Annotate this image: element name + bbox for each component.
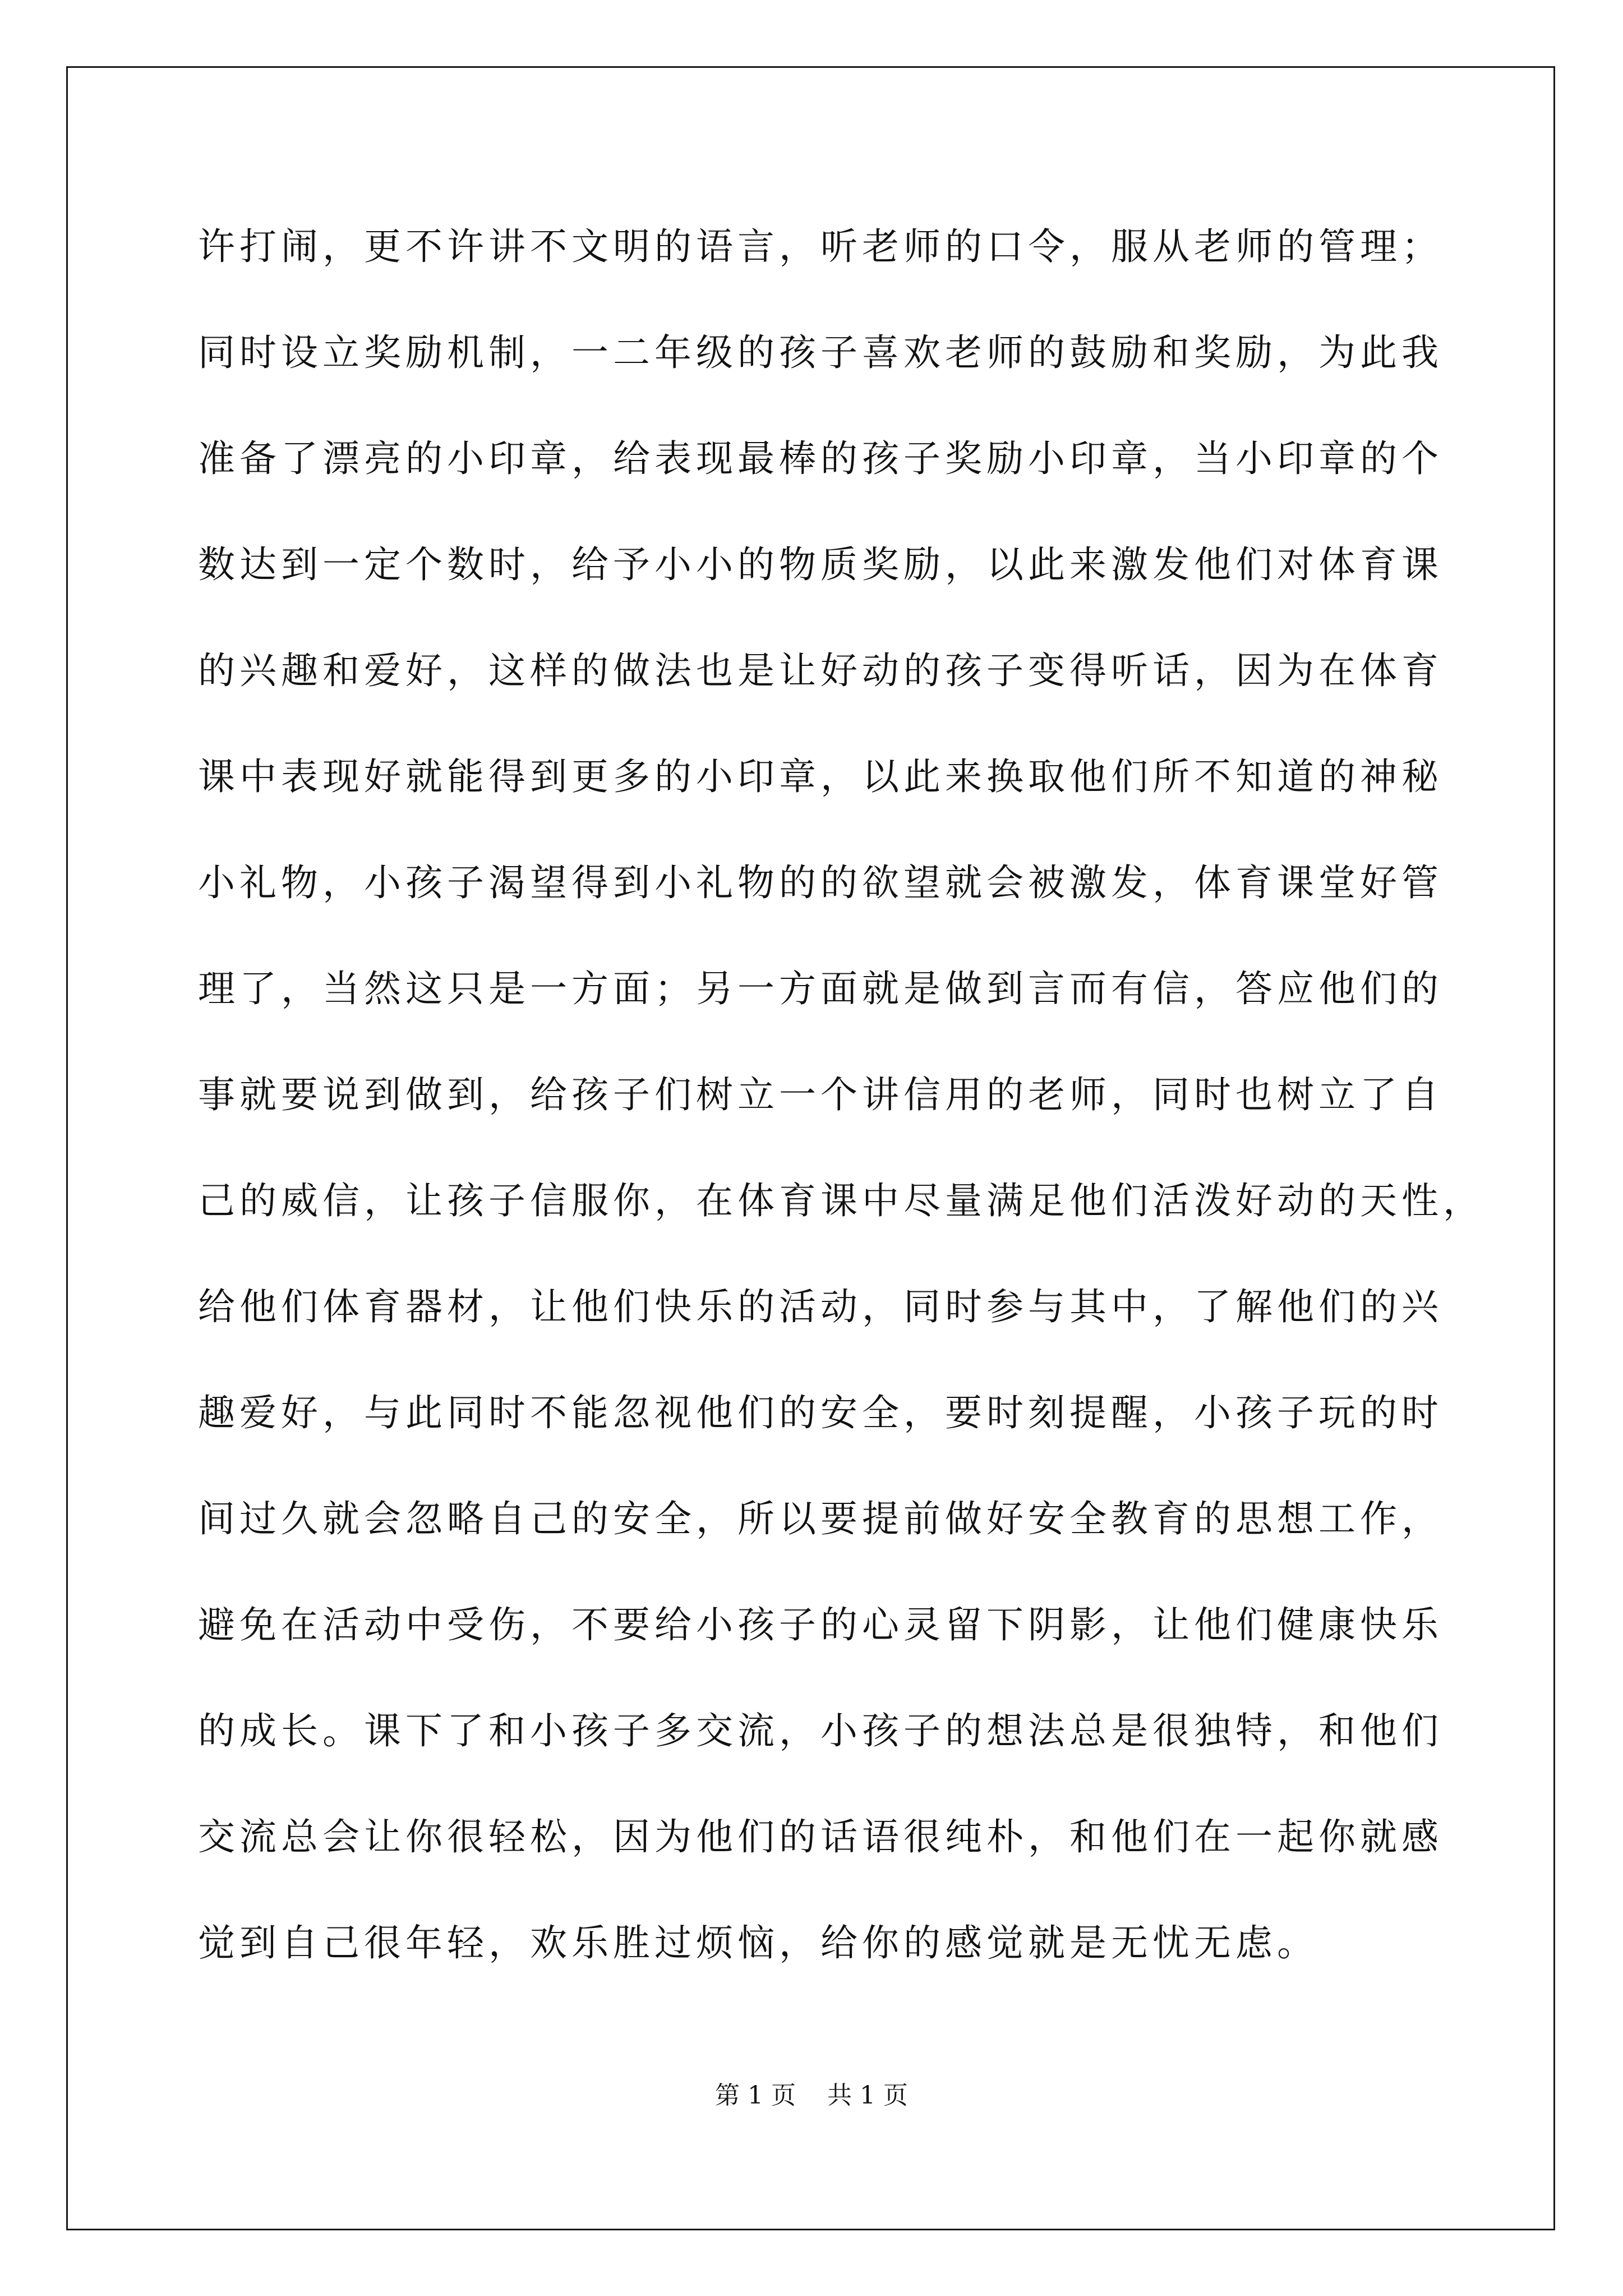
text-line: 事就要说到做到，给孩子们树立一个讲信用的老师，同时也树立了自 [198,1073,1443,1116]
text-line: 己的威信，让孩子信服你，在体育课中尽量满足他们活泼好动的天性， [198,1179,1484,1222]
text-line: 的兴趣和爱好，这样的做法也是让好动的孩子变得听话，因为在体育 [198,649,1443,692]
text-line: 数达到一定个数时，给予小小的物质奖励，以此来激发他们对体育课 [198,543,1443,586]
text-line: 给他们体育器材，让他们快乐的活动，同时参与其中，了解他们的兴 [198,1285,1443,1328]
text-line: 觉到自己很年轻，欢乐胜过烦恼，给你的感觉就是无忧无虑。 [198,1921,1318,1964]
text-line: 交流总会让你很轻松，因为他们的话语很纯朴，和他们在一起你就感 [198,1815,1443,1858]
body-text [198,216,1484,2018]
text-line: 理了，当然这只是一方面；另一方面就是做到言而有信，答应他们的 [198,967,1443,1010]
text-line: 课中表现好就能得到更多的小印章，以此来换取他们所不知道的神秘 [198,755,1443,798]
text-line: 准备了漂亮的小印章，给表现最棒的孩子奖励小印章，当小印章的个 [198,437,1443,480]
text-line: 间过久就会忽略自己的安全，所以要提前做好安全教育的思想工作， [198,1497,1443,1540]
text-line: 的成长。课下了和小孩子多交流，小孩子的想法总是很独特，和他们 [198,1709,1443,1752]
text-line: 避免在活动中受伤，不要给小孩子的心灵留下阴影，让他们健康快乐 [198,1603,1443,1646]
page-number-footer: 第 1 页 共 1 页 [715,2081,908,2110]
text-line: 许打闹，更不许讲不文明的语言，听老师的口令，服从老师的管理； [198,225,1443,268]
text-line: 同时设立奖励机制，一二年级的孩子喜欢老师的鼓励和奖励，为此我 [198,331,1443,374]
text-line: 小礼物，小孩子渴望得到小礼物的的欲望就会被激发，体育课堂好管 [198,861,1443,904]
text-line: 趣爱好，与此同时不能忽视他们的安全，要时刻提醒，小孩子玩的时 [198,1391,1443,1434]
